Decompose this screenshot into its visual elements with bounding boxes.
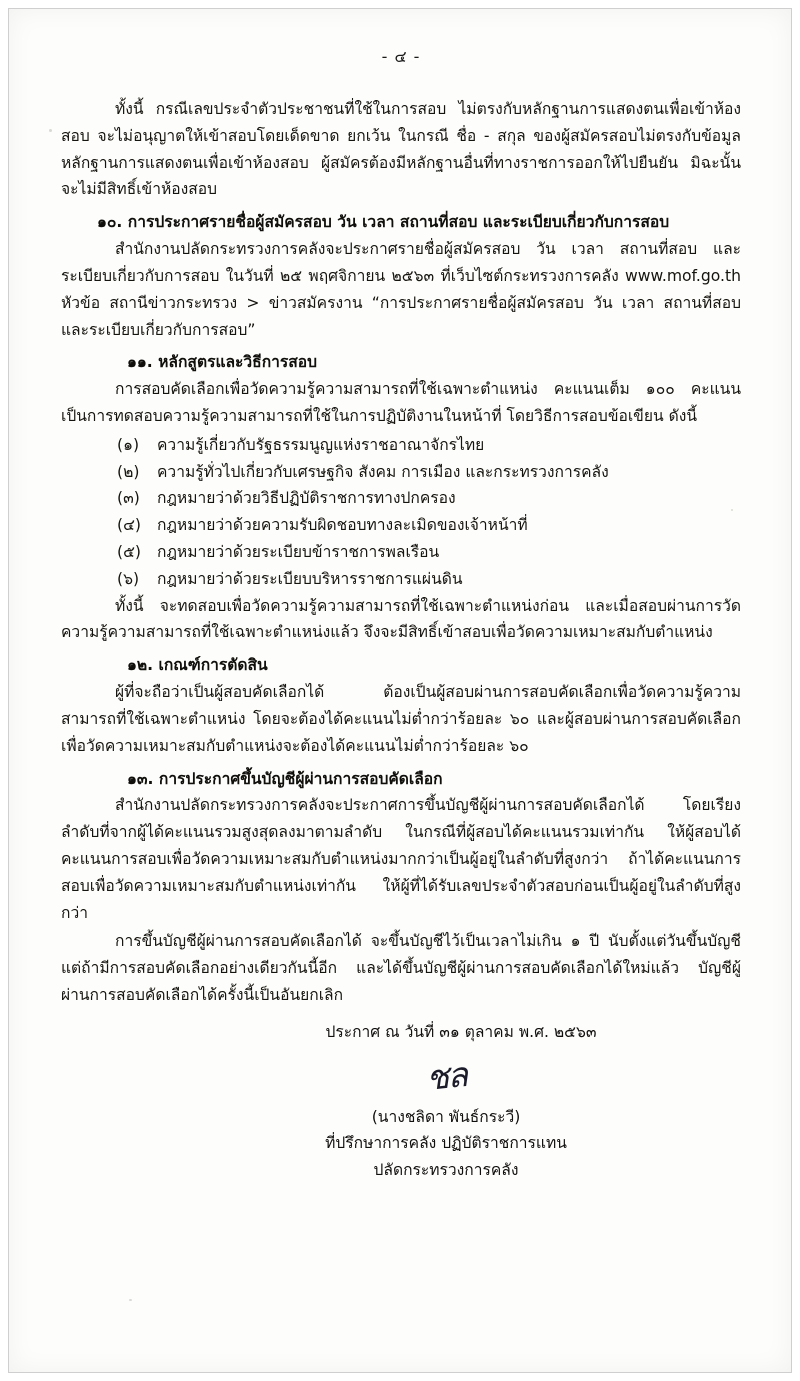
list-item-label: กฎหมายว่าด้วยความรับผิดชอบทางละเมิดของเจ้าหน้าที่	[157, 516, 528, 535]
paragraph-identity-rules: ทั้งนี้ กรณีเลขประจำตัวประชาชนที่ใช้ในการสอบ ไม่ตรงกับหลักฐานการแสดงตนเพื่อเข้าห้องสอบ จะไม่อนุญาตให้เข้าสอบโดยเด็ดขาด ยกเว้น ในกรณี ชื่อ - สกุล ของผู้สมัครสอบไม่ตรงกับข้อมูลหลักฐานการแสดงตนเพื่อเข้าห้องสอบ ผู้สมัครต้องมีหลักฐานอื่นที่ทางราชการออกให้ไปยืนยัน มิฉะนั้นจะไม่มีสิทธิ์เข้าห้องสอบ	[61, 100, 741, 199]
paragraph-section-13a: สำนักงานปลัดกระทรวงการคลังจะประกาศการขึ้นบัญชีผู้ผ่านการสอบคัดเลือกได้ โดยเรียงลำดับที่จากผู้ได้คะแนนรวมสูงสุดลงมาตามลำดับ ในกรณีที่ผู้สอบได้คะแนนรวมเท่ากัน ให้ผู้สอบได้คะแนนการสอบเพื่อวัดความเหมาะสมกับตำแหน่งมากกว่าเป็นผู้อยู่ในลำดับที่สูงกว่า ถ้าได้คะแนนการสอบเพื่อวัดความเหมาะสมกับตำแหน่งเท่ากัน ให้ผู้ที่ได้รับเลขประจำตัวสอบก่อนเป็นผู้อยู่ในลำดับที่สูงกว่า	[61, 796, 741, 922]
list-item-label: ความรู้เกี่ยวกับรัฐธรรมนูญแห่งราชอาณาจักรไทย	[157, 435, 485, 454]
document-body	[61, 45, 741, 1335]
scanned-paper	[8, 8, 792, 1373]
list-item-label: กฎหมายว่าด้วยระเบียบบริหารราชการแผ่นดิน	[157, 569, 463, 588]
heading-section-12: ๑๒. เกณฑ์การตัดสิน	[127, 656, 268, 675]
paragraph-section-11-note: ทั้งนี้ จะทดสอบเพื่อวัดความรู้ความสามารถที่ใช้เฉพาะตำแหน่งก่อน และเมื่อสอบผ่านการวัดความรู้ความสามารถที่ใช้เฉพาะตำแหน่งแล้ว จึงจะมีสิทธิ์เข้าสอบเพื่อวัดความเหมาะสมกับตำแหน่ง	[61, 596, 741, 642]
list-item-number: (๕)	[117, 543, 141, 561]
paragraph-section-13b: การขึ้นบัญชีผู้ผ่านการสอบคัดเลือกได้ จะขึ้นบัญชีไว้เป็นเวลาไม่เกิน ๑ ปี นับตั้งแต่วันขึ้นบัญชี แต่ถ้ามีการสอบคัดเลือกอย่างเดียวกันนี้อีก และได้ขึ้นบัญชีผู้ผ่านการสอบคัดเลือกได้ใหม่แล้ว บัญชีผู้ผ่านการสอบคัดเลือกได้ครั้งนี้เป็นอันยกเลิก	[61, 932, 741, 1004]
scan-speck	[49, 129, 52, 132]
list-item-number: (๔)	[117, 516, 141, 535]
list-item-number: (๖)	[117, 569, 140, 588]
paragraph-section-10: สำนักงานปลัดกระทรวงการคลังจะประกาศรายชื่อผู้สมัครสอบ วัน เวลา สถานที่สอบ และระเบียบเกี่ยวกับการสอบ ในวันที่ ๒๕ พฤศจิกายน ๒๕๖๓ ที่เว็บไซต์กระทรวงการคลัง www.mof.go.th หัวข้อ สถานีข่าวกระทรวง > ข่าวสมัครงาน “การประกาศรายชื่อผู้สมัครสอบ วัน เวลา สถานที่สอบ และระเบียบเกี่ยวกับการสอบ”	[61, 240, 741, 339]
signatory-position-line1: ที่ปรึกษาการคลัง ปฏิบัติราชการแทน	[325, 1134, 567, 1153]
heading-section-11: ๑๑. หลักสูตรและวิธีการสอบ	[127, 353, 318, 372]
list-item	[61, 539, 741, 566]
paragraph-section-11: การสอบคัดเลือกเพื่อวัดความรู้ความสามารถที่ใช้เฉพาะตำแหน่ง คะแนนเต็ม ๑๐๐ คะแนน เป็นการทดสอบความรู้ความสามารถที่ใช้ในการปฏิบัติงานในหน้าที่ โดยวิธีการสอบข้อเขียน ดังนี้	[61, 380, 741, 425]
signature-block	[61, 1054, 741, 1184]
heading-section-10: ๑๐. การประกาศรายชื่อผู้สมัครสอบ วัน เวลา สถานที่สอบ และระเบียบเกี่ยวกับการสอบ	[97, 213, 670, 232]
list-item-number: (๓)	[117, 489, 140, 508]
list-item	[61, 459, 741, 486]
list-item-label: ความรู้ทั่วไปเกี่ยวกับเศรษฐกิจ สังคม การเมือง และกระทรวงการคลัง	[157, 462, 609, 481]
announcement-date: ประกาศ ณ วันที่ ๓๑ ตุลาคม พ.ศ. ๒๕๖๓	[325, 1022, 597, 1041]
paragraph-section-12: ผู้ที่จะถือว่าเป็นผู้สอบคัดเลือกได้ ต้องเป็นผู้สอบผ่านการสอบคัดเลือกเพื่อวัดความรู้ความสามารถที่ใช้เฉพาะตำแหน่ง โดยจะต้องได้คะแนนไม่ต่ำกว่าร้อยละ ๖๐ และผู้สอบผ่านการสอบคัดเลือกเพื่อวัดความเหมาะสมกับตำแหน่งจะต้องได้คะแนนไม่ต่ำกว่าร้อยละ ๖๐	[61, 683, 741, 755]
page-number: - ๔ -	[381, 47, 421, 66]
list-item-number: (๑)	[117, 435, 140, 454]
signatory-name: (นางชลิดา พันธ์กระวี)	[371, 1107, 521, 1126]
list-item	[61, 485, 741, 512]
list-item-label: กฎหมายว่าด้วยระเบียบข้าราชการพลเรือน	[157, 543, 440, 561]
heading-section-13: ๑๓. การประกาศขึ้นบัญชีผู้ผ่านการสอบคัดเลือก	[127, 769, 443, 788]
list-item	[61, 566, 741, 593]
exam-topics-list	[61, 432, 741, 593]
list-item	[61, 512, 741, 539]
signatory-position-line2: ปลัดกระทรวงการคลัง	[373, 1160, 519, 1179]
list-item-number: (๒)	[117, 462, 140, 481]
signature-mark: ชล	[424, 1054, 468, 1099]
list-item	[61, 432, 741, 459]
list-item-label: กฎหมายว่าด้วยวิธีปฏิบัติราชการทางปกครอง	[157, 489, 456, 508]
